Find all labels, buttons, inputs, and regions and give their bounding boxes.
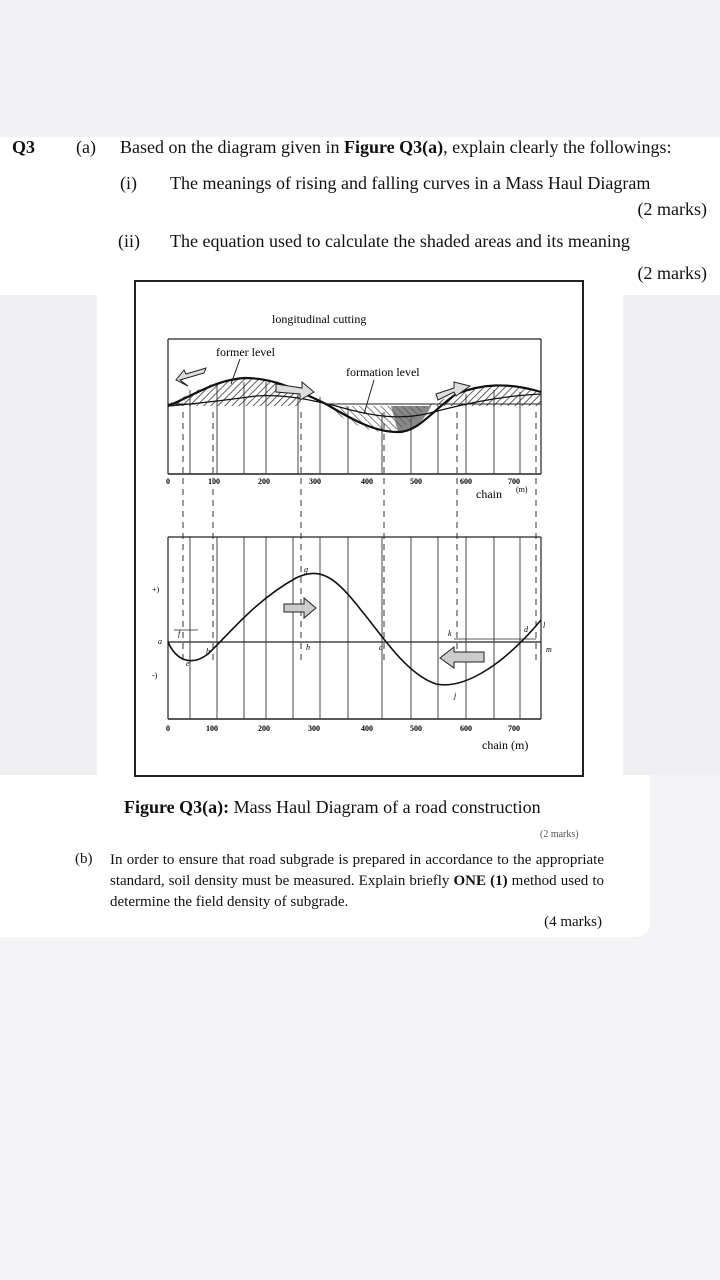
item-ii-text: The equation used to calculate the shaded areas and its meaning	[170, 231, 630, 251]
item-i-marks: (2 marks)	[637, 199, 707, 219]
upper-title: longitudinal cutting	[272, 312, 367, 326]
upper-tick-100: 100	[208, 477, 220, 486]
page-sheet	[0, 137, 720, 295]
lower-tick-700: 700	[508, 724, 520, 733]
point-d: d	[524, 625, 528, 634]
part-b-label: (b)	[75, 851, 93, 867]
point-h: h	[306, 643, 310, 652]
top-margin	[0, 0, 720, 137]
item-i-text: The meanings of rising and falling curves in a Mass Haul Diagram	[170, 173, 651, 193]
point-l: l	[543, 621, 546, 630]
upper-ticks	[166, 477, 520, 486]
curve-points	[178, 565, 546, 700]
upper-tick-0: 0	[166, 477, 170, 486]
y-plus-label: +)	[152, 585, 160, 594]
upper-tick-400: 400	[361, 477, 373, 486]
figure-caption	[124, 797, 541, 818]
upper-tick-500: 500	[410, 477, 422, 486]
part-a-intro-rest: , explain clearly the followings:	[443, 137, 672, 157]
lower-tick-600: 600	[460, 724, 472, 733]
point-f: f	[178, 629, 181, 638]
former-level-label: former level	[216, 345, 275, 359]
mass-haul-curve	[168, 573, 541, 684]
lower-x-label: chain (m)	[482, 738, 529, 752]
part-b-text-2: method used to determine the field density of subgrade.	[110, 873, 605, 910]
item-ii-marks: (2 marks)	[637, 263, 707, 283]
part-a-intro-plain: Based on the diagram given in	[120, 137, 344, 157]
lower-tick-300: 300	[308, 724, 320, 733]
mass-haul-figure	[134, 280, 584, 777]
part-a-intro-bold: Figure Q3(a)	[343, 137, 444, 157]
mass-haul-diagram	[136, 282, 582, 775]
lower-tick-500: 500	[410, 724, 422, 733]
axis-m-label: m	[546, 645, 552, 654]
figure-caption-rest: Mass Haul Diagram of a road construction	[229, 797, 541, 817]
lower-tick-200: 200	[258, 724, 270, 733]
lower-tick-0: 0	[166, 724, 170, 733]
point-b: b	[206, 647, 210, 656]
part-b-text	[110, 850, 604, 913]
lower-gridlines	[190, 537, 520, 719]
part-b-text-bold: ONE (1)	[453, 873, 508, 889]
question-number: Q3	[12, 137, 36, 157]
upper-tick-200: 200	[258, 477, 270, 486]
page-shadow-left	[0, 295, 97, 775]
cutoff-marks-text: (2 marks)	[540, 829, 579, 840]
item-i-label: (i)	[120, 173, 137, 193]
point-j: j	[454, 691, 457, 700]
lower-frame	[168, 537, 541, 719]
part-b-marks: (4 marks)	[544, 914, 602, 930]
part-b-text-1: In order to ensure that road subgrade is prepared in accordance to the appropriate standard, soil density must be measured. Explain briefly	[110, 852, 604, 889]
upper-x-unit: (m)	[516, 485, 528, 494]
upper-tick-600: 600	[460, 477, 472, 486]
upper-tick-300: 300	[309, 477, 321, 486]
axis-a-label: a	[158, 637, 162, 646]
lower-tick-400: 400	[361, 724, 373, 733]
figure-caption-bold: Figure Q3(a):	[124, 797, 230, 817]
formation-level-label: formation level	[346, 365, 420, 379]
point-k: k	[448, 629, 452, 638]
upper-tick-700: 700	[508, 477, 520, 486]
page-shadow-right	[623, 295, 720, 775]
y-minus-label: -)	[152, 671, 158, 680]
lower-ticks	[166, 724, 520, 733]
point-c: c	[379, 643, 383, 652]
point-e: e	[186, 659, 190, 668]
item-ii-label: (ii)	[118, 231, 140, 251]
lower-tick-100: 100	[206, 724, 218, 733]
point-g: g	[304, 565, 308, 574]
part-a-label: (a)	[76, 137, 96, 157]
part-a-intro	[120, 137, 672, 158]
upper-x-label: chain	[476, 487, 502, 501]
